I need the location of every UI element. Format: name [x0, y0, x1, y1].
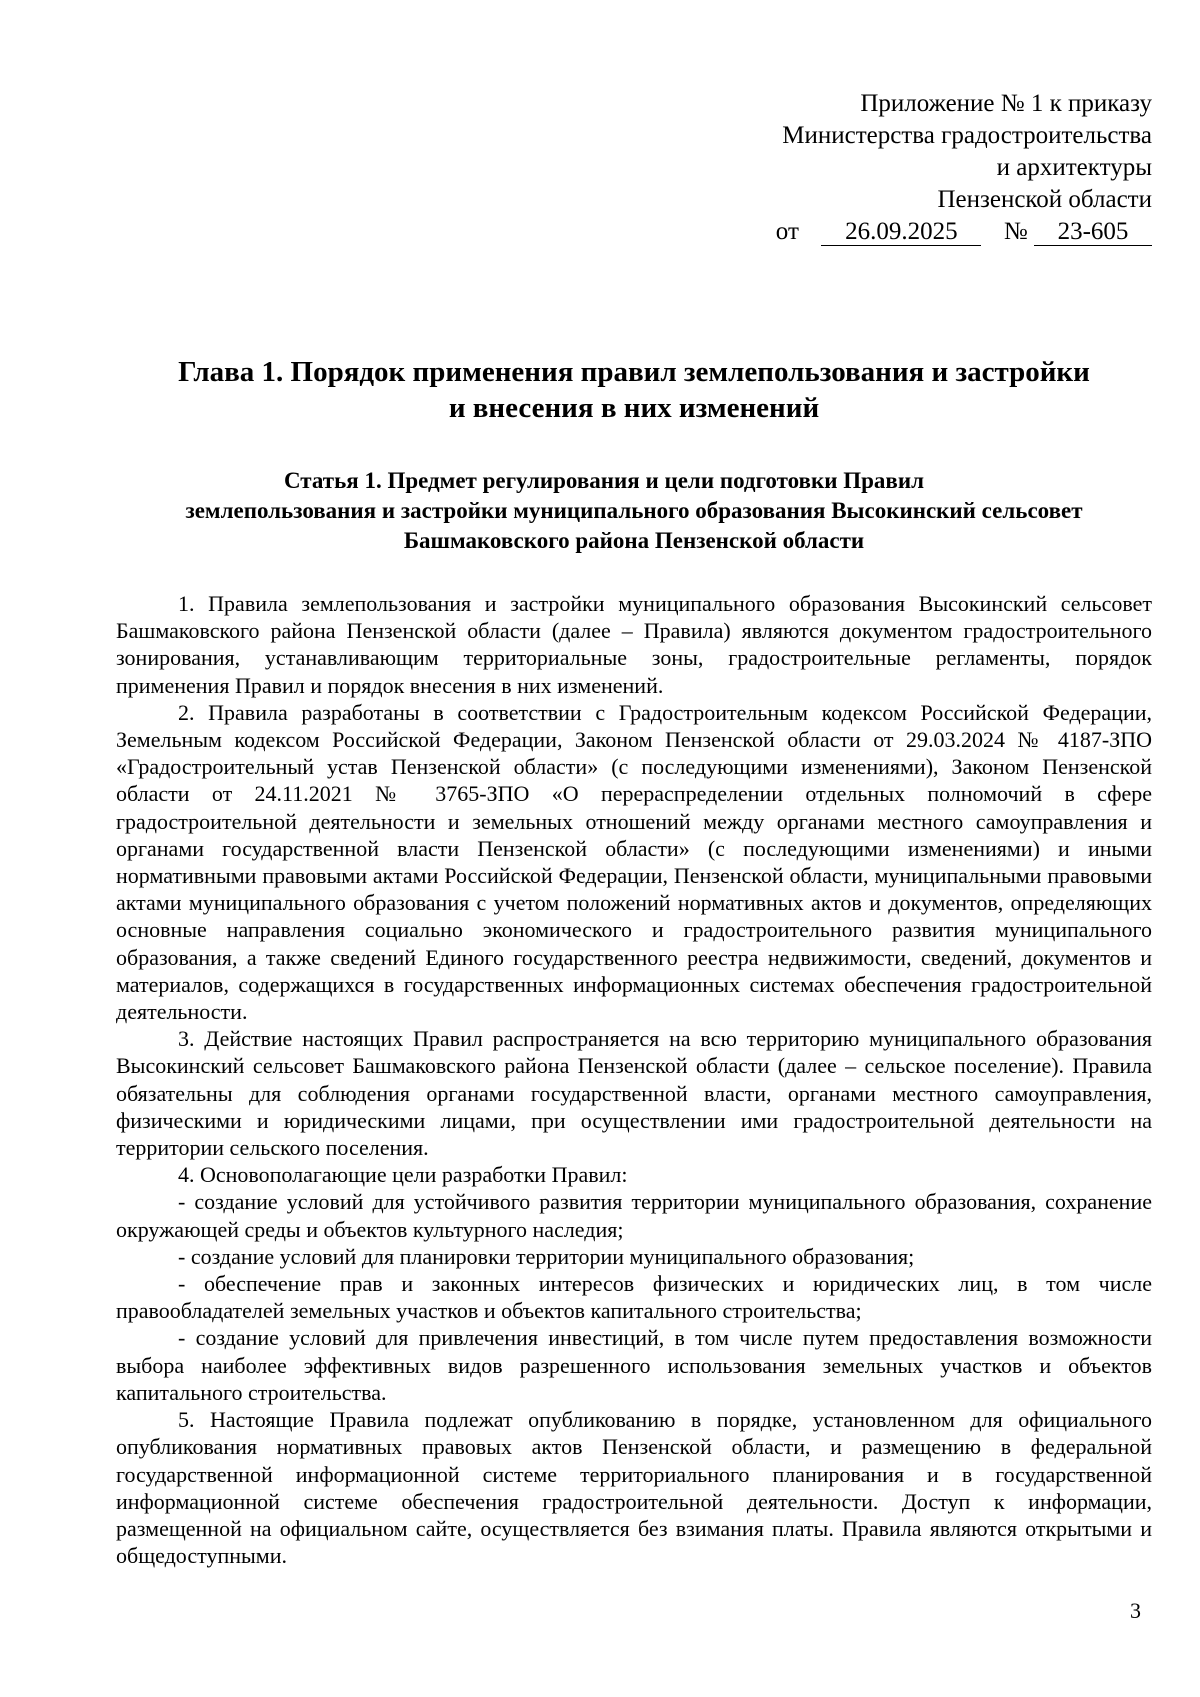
paragraph: 1. Правила землепользования и застройки муниципального образования Высокинский сельсовет Башмаковского района Пензенской области (далее – Правила) являются документом градостроительного зонирования, устанавливающим территориальные зоны, градостроительные регламенты, порядок применения Правил и порядок внесения в них изменений. [116, 591, 1152, 698]
chapter-title-line-1: Глава 1. Порядок применения правил землепользования и застройки [178, 356, 1090, 388]
chapter-title [116, 354, 1152, 426]
paragraph: 3. Действие настоящих Правил распространяется на всю территорию муниципального образования Высокинский сельсовет Башмаковского района Пензенской области (далее – сельское поселение). Правила обязательны для соблюдения органами государственной власти, органами местного самоуправления, физическими и юридическими лицами, при осуществлении ими градостроительной деятельности на территории сельского поселения. [116, 1026, 1152, 1161]
article-title-line-2: землепользования и застройки муниципального образования Высокинский сельсовет [185, 498, 1083, 523]
document-page [116, 88, 1152, 1569]
appendix-line-2: Министерства градостроительства [782, 122, 1152, 149]
list-item: - создание условий для устойчивого развития территории муниципального образования, сохранение окружающей среды и объектов культурного наследия; [116, 1189, 1152, 1242]
article-title [116, 466, 1152, 556]
number-prefix: № [1003, 218, 1028, 245]
chapter-title-line-2: и внесения в них изменений [448, 392, 820, 424]
order-date: 26.09.2025 [821, 219, 981, 246]
paragraph: 2. Правила разработаны в соответствии с Градостроительным кодексом Российской Федерации, Земельным кодексом Российской Федерации, Законом Пензенской области от 29.03.2024 № 4187-ЗПО «Градостроительный устав Пензенской области» (с последующими изменениями), Законом Пензенской области от 24.11.2021 № 3765-ЗПО «О перераспределении отдельных полномочий в сфере градостроительной деятельности и земельных отношений между органами местного самоуправления и органами государственной власти Пензенской области» (с последующими изменениями) и иными нормативными правовыми актами Российской Федерации, Пензенской области, муниципальными правовыми актами муниципального образования с учетом положений нормативных актов и документов, определяющих основные направления социально экономического и градостроительного развития муниципального образования, а также сведений Единого государственного реестра недвижимости, сведений, документов и материалов, содержащихся в государственных информационных системах обеспечения градостроительной деятельности. [116, 699, 1152, 1025]
list-item: - обеспечение прав и законных интересов физических и юридических лиц, в том числе правообладателей земельных участков и объектов капитального строительства; [116, 1271, 1152, 1324]
appendix-line-4: Пензенской области [937, 186, 1152, 213]
date-prefix: от [775, 218, 799, 245]
paragraph: 4. Основополагающие цели разработки Правил: [178, 1162, 628, 1188]
article-title-line-1: Статья 1. Предмет регулирования и цели подготовки Правил [284, 468, 924, 493]
article-title-line-3: Башмаковского района Пензенской области [403, 528, 865, 553]
paragraph: 5. Настоящие Правила подлежат опубликованию в порядке, установленном для официального опубликования нормативных правовых актов Пензенской области, и размещению в федеральной государственной информационной системе территориального планирования и в государственной информационной системе обеспечения градостроительной деятельности. Доступ к информации, размещенной на официальном сайте, осуществляется без взимания платы. Правила являются открытыми и общедоступными. [116, 1407, 1152, 1569]
page-number: 3 [1130, 1598, 1141, 1623]
order-date-line [116, 216, 1152, 248]
appendix-line-1: Приложение № 1 к приказу [860, 90, 1152, 117]
list-item: - создание условий для привлечения инвестиций, в том числе путем предоставления возможности выбора наиболее эффективных видов разрешенного использования земельных участков и объектов капитального строительства. [116, 1325, 1152, 1405]
appendix-line-3: и архитектуры [996, 154, 1152, 181]
appendix-header [116, 88, 1152, 248]
order-number: 23-605 [1034, 219, 1152, 246]
article-body [116, 590, 1152, 1569]
list-item: - создание условий для планировки территории муниципального образования; [178, 1243, 915, 1269]
